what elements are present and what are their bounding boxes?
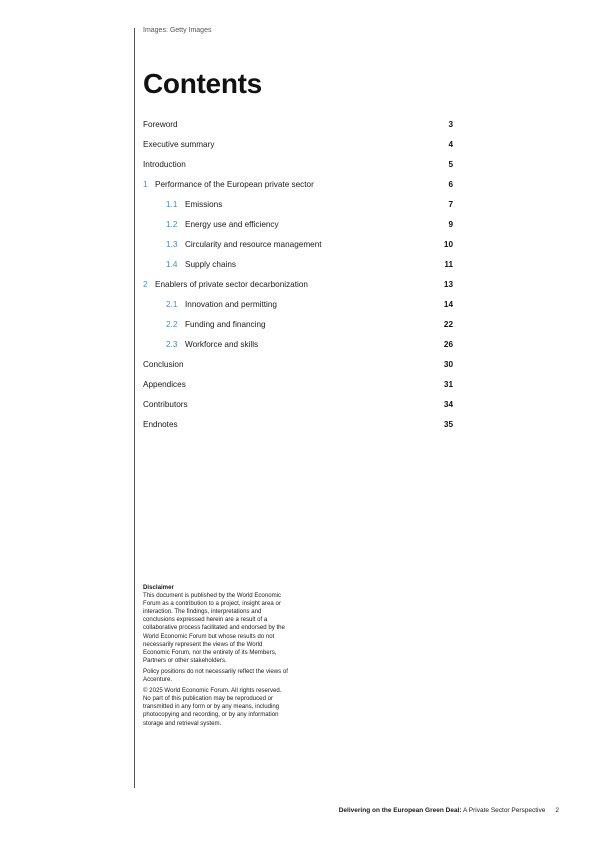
footer-title-bold: Delivering on the European Green Deal:	[338, 807, 462, 814]
toc-entry-label: Workforce and skills	[185, 340, 259, 349]
toc-entry-page: 11	[444, 260, 453, 269]
toc-entry-label: Funding and financing	[185, 320, 266, 329]
toc-entry-number: 2	[143, 280, 148, 289]
toc-entry-link[interactable]	[143, 360, 184, 370]
footer-title-rest: A Private Sector Perspective	[461, 807, 546, 814]
toc-entry-page: 26	[443, 340, 453, 349]
toc-entry-number: 1.2	[166, 220, 178, 229]
toc-entry-page: 3	[448, 120, 453, 129]
toc-entry-page: 4	[448, 140, 453, 149]
toc-entry-link[interactable]	[166, 240, 322, 250]
toc-entry-page: 6	[448, 180, 453, 189]
toc-entry-number: 2.1	[166, 300, 178, 309]
toc-entry[interactable]	[143, 340, 453, 360]
toc-entry-link[interactable]	[166, 340, 258, 350]
toc-entry[interactable]	[143, 280, 453, 300]
toc-entry[interactable]	[143, 180, 453, 200]
toc-entry-label: Appendices	[143, 380, 186, 389]
toc-entry[interactable]	[143, 140, 453, 160]
toc-entry[interactable]	[143, 400, 453, 420]
toc-entry-link[interactable]	[143, 180, 314, 190]
toc-entry-label: Innovation and permitting	[185, 300, 277, 309]
toc-entry-link[interactable]	[143, 280, 308, 290]
toc-entry[interactable]	[143, 200, 453, 220]
toc-entry-label: Enablers of private sector decarbonization	[155, 280, 308, 289]
table-of-contents	[143, 120, 453, 440]
toc-entry-label: Conclusion	[143, 360, 184, 369]
image-credit: Images: Getty Images	[143, 27, 212, 34]
toc-entry-link[interactable]	[166, 260, 236, 270]
toc-entry-page: 7	[448, 200, 453, 209]
toc-entry-label: Foreword	[143, 120, 178, 129]
toc-entry[interactable]	[143, 380, 453, 400]
toc-entry-page: 34	[443, 400, 453, 409]
toc-entry-page: 9	[448, 220, 453, 229]
toc-entry-page: 5	[448, 160, 453, 169]
toc-entry-link[interactable]	[143, 160, 186, 170]
toc-entry-page: 31	[443, 380, 453, 389]
toc-entry-link[interactable]	[143, 400, 188, 410]
toc-entry-page: 22	[443, 320, 453, 329]
page-footer	[339, 807, 559, 814]
toc-entry-page: 30	[443, 360, 453, 369]
toc-entry-label: Energy use and efficiency	[185, 220, 279, 229]
toc-entry-number: 2.3	[166, 340, 178, 349]
toc-entry-link[interactable]	[143, 380, 186, 390]
toc-entry-label: Supply chains	[185, 260, 236, 269]
disclaimer	[143, 584, 288, 731]
toc-entry[interactable]	[143, 320, 453, 340]
toc-entry[interactable]	[143, 220, 453, 240]
disclaimer-paragraph: © 2025 World Economic Forum. All rights reserved. No part of this publication may be reproduced or transmitted in any form or by any means, including photocopying and recording, or by any information storage and retrieval system.	[143, 687, 282, 727]
toc-entry-number: 1.4	[166, 260, 178, 269]
toc-entry-label: Executive summary	[143, 140, 215, 149]
toc-entry-link[interactable]	[166, 300, 277, 310]
toc-entry-label: Introduction	[143, 160, 186, 169]
toc-entry-page: 13	[443, 280, 453, 289]
toc-entry-number: 1	[143, 180, 148, 189]
toc-entry-link[interactable]	[143, 120, 178, 130]
toc-entry-page: 10	[443, 240, 453, 249]
toc-entry[interactable]	[143, 160, 453, 180]
page-title: Contents	[143, 68, 262, 99]
toc-entry-link[interactable]	[166, 220, 279, 230]
toc-entry[interactable]	[143, 300, 453, 320]
toc-entry-page: 35	[443, 420, 453, 429]
disclaimer-paragraph: Policy positions do not necessarily reflect the views of Accenture.	[143, 667, 288, 684]
toc-entry-label: Performance of the European private sector	[155, 180, 314, 189]
toc-entry[interactable]	[143, 240, 453, 260]
toc-entry[interactable]	[143, 120, 453, 140]
disclaimer-paragraph: This document is published by the World Economic Forum as a contribution to a project, insight area or interaction. The findings, interpretations and conclusions expressed herein are a result of a collaborative process facilitated and endorsed by the World Economic Forum but whose results do not necessarily represent the views of the World Economic Forum, nor the entirety of its Members, Partners or other stakeholders.	[143, 592, 285, 664]
toc-entry-label: Endnotes	[143, 420, 178, 429]
toc-entry[interactable]	[143, 260, 453, 280]
toc-entry-number: 2.2	[166, 320, 178, 329]
toc-entry[interactable]	[143, 360, 453, 380]
toc-entry-number: 1.1	[166, 200, 178, 209]
footer-page-number: 2	[555, 807, 559, 814]
toc-entry-link[interactable]	[166, 200, 222, 210]
toc-entry-label: Circularity and resource management	[185, 240, 322, 249]
toc-entry-label: Emissions	[185, 200, 223, 209]
margin-rule	[134, 28, 135, 788]
toc-entry-link[interactable]	[143, 140, 214, 150]
disclaimer-heading: Disclaimer	[143, 584, 174, 591]
toc-entry-page: 14	[443, 300, 453, 309]
toc-entry-label: Contributors	[143, 400, 188, 409]
toc-entry-number: 1.3	[166, 240, 178, 249]
toc-entry-link[interactable]	[166, 320, 266, 330]
toc-entry-link[interactable]	[143, 420, 178, 430]
toc-entry[interactable]	[143, 420, 453, 440]
